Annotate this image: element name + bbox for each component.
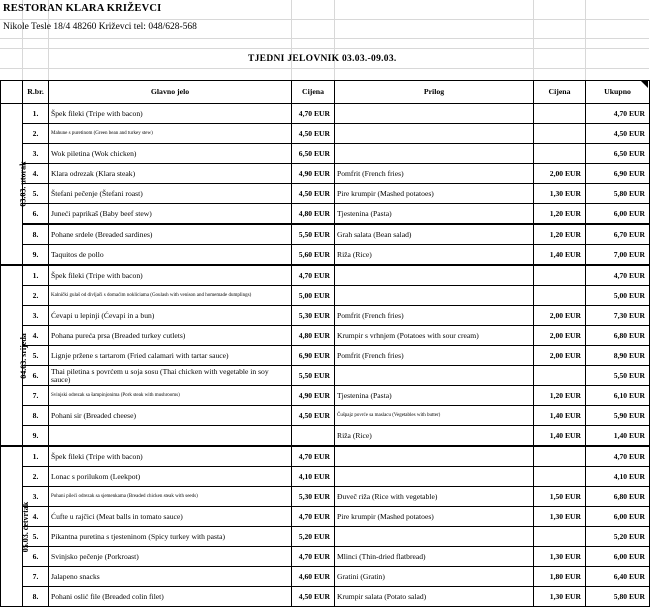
row-number: 9. — [23, 245, 49, 266]
table-row — [1, 144, 650, 164]
menu-body — [1, 104, 650, 607]
side-dish — [335, 265, 534, 286]
row-number: 5. — [23, 346, 49, 366]
main-price: 5,30 EUR — [292, 487, 335, 507]
column-header-rbr: R.br. — [23, 81, 49, 104]
table-row — [1, 467, 650, 487]
main-price: 4,90 EUR — [292, 164, 335, 184]
row-number: 7. — [23, 567, 49, 587]
main-dish: Pohane srdele (Breaded sardines) — [49, 224, 292, 245]
main-dish: Pohana pureća prsa (Breaded turkey cutlets) — [49, 326, 292, 346]
side-price — [534, 104, 586, 124]
side-price: 2,00 EUR — [534, 346, 586, 366]
weekly-menu-table — [0, 80, 650, 607]
side-dish: Pire krumpir (Mashed potatoes) — [335, 184, 534, 204]
row-number: 3. — [23, 306, 49, 326]
row-number: 3. — [23, 487, 49, 507]
table-row — [1, 507, 650, 527]
side-dish — [335, 527, 534, 547]
table-row — [1, 306, 650, 326]
total-price: 6,00 EUR — [586, 547, 650, 567]
column-header-main-dish: Glavno jelo — [49, 81, 292, 104]
side-price — [534, 467, 586, 487]
day-label — [1, 446, 31, 607]
main-dish: Pohani sir (Breaded cheese) — [49, 406, 292, 426]
table-row — [1, 567, 650, 587]
row-number: 2. — [23, 286, 49, 306]
menu-title: TJEDNI JELOVNIK 03.03.-09.03. — [248, 54, 397, 64]
main-price: 5,50 EUR — [292, 224, 335, 245]
side-dish — [335, 446, 534, 467]
side-price — [534, 366, 586, 386]
table-row — [1, 265, 650, 286]
column-header-total: Ukupno — [586, 81, 650, 104]
side-price: 1,20 EUR — [534, 224, 586, 245]
row-number: 9. — [23, 426, 49, 447]
main-dish: Špek fileki (Tripe with bacon) — [49, 446, 292, 467]
side-price — [534, 527, 586, 547]
total-price: 6,00 EUR — [586, 204, 650, 225]
side-price: 1,40 EUR — [534, 245, 586, 266]
main-dish: Svinjsko pečenje (Porkroast) — [49, 547, 292, 567]
side-dish: Pomfrit (French fries) — [335, 346, 534, 366]
main-dish: Mahune s puretinom (Green bean and turkey stew) — [49, 124, 292, 144]
side-dish: Tjestenina (Pasta) — [335, 204, 534, 225]
row-number: 2. — [23, 124, 49, 144]
main-price: 4,50 EUR — [292, 184, 335, 204]
total-price: 6,90 EUR — [586, 164, 650, 184]
total-price: 4,70 EUR — [586, 265, 650, 286]
side-dish: Riža (Rice) — [335, 245, 534, 266]
side-dish: Mlinci (Thin-dried flatbread) — [335, 547, 534, 567]
row-number: 4. — [23, 326, 49, 346]
table-row — [1, 184, 650, 204]
table-row — [1, 124, 650, 144]
main-dish: Lignje pržene s tartarom (Fried calamari with tartar sauce) — [49, 346, 292, 366]
main-dish: Jalapeno snacks — [49, 567, 292, 587]
total-price: 5,00 EUR — [586, 286, 650, 306]
main-dish: Lonac s porilukom (Leekpot) — [49, 467, 292, 487]
day-label — [1, 104, 28, 266]
main-price: 4,80 EUR — [292, 204, 335, 225]
restaurant-address: Nikole Tesle 18/4 48260 Križevci tel: 048/628-568 — [3, 22, 197, 32]
main-price: 4,50 EUR — [292, 406, 335, 426]
side-price: 2,00 EUR — [534, 164, 586, 184]
main-price: 4,50 EUR — [292, 587, 335, 607]
side-price: 1,40 EUR — [534, 426, 586, 447]
main-price: 5,60 EUR — [292, 245, 335, 266]
side-dish: Krumpir salata (Potato salad) — [335, 587, 534, 607]
total-price: 7,30 EUR — [586, 306, 650, 326]
column-header-side-dish: Prilog — [335, 81, 534, 104]
main-price: 4,60 EUR — [292, 567, 335, 587]
main-price: 4,80 EUR — [292, 326, 335, 346]
side-dish: Tjestenina (Pasta) — [335, 386, 534, 406]
total-price: 6,40 EUR — [586, 567, 650, 587]
side-price — [534, 286, 586, 306]
side-dish: Grah salata (Bean salad) — [335, 224, 534, 245]
main-price: 5,30 EUR — [292, 306, 335, 326]
total-price: 4,70 EUR — [586, 446, 650, 467]
main-dish: Pohani oslić file (Breaded colin filet) — [49, 587, 292, 607]
day-label-text: 05.03. četvrtak — [21, 501, 31, 552]
main-dish: Ćevapi u lepinji (Ćevapi in a bun) — [49, 306, 292, 326]
main-dish: Klara odrezak (Klara steak) — [49, 164, 292, 184]
row-number: 5. — [23, 184, 49, 204]
side-dish: Krumpir s vrhnjem (Potatoes with sour cream) — [335, 326, 534, 346]
total-price: 5,90 EUR — [586, 406, 650, 426]
main-dish: Štefani pečenje (Štefani roast) — [49, 184, 292, 204]
total-price: 6,70 EUR — [586, 224, 650, 245]
main-price — [292, 426, 335, 447]
row-number: 8. — [23, 587, 49, 607]
restaurant-name: RESTORAN KLARA KRIŽEVCI — [3, 3, 162, 14]
corner-marker — [641, 81, 648, 88]
side-price: 1,30 EUR — [534, 507, 586, 527]
table-header-row — [1, 81, 650, 104]
table-row — [1, 386, 650, 406]
table-row — [1, 104, 650, 124]
table-row — [1, 346, 650, 366]
main-dish: Pohani pileći odrezak sa sjemenkama (Breaded chicken steak with seeds) — [49, 487, 292, 507]
main-price: 5,20 EUR — [292, 527, 335, 547]
day-label-text: 03.03. utorak — [18, 161, 28, 207]
total-price: 5,80 EUR — [586, 184, 650, 204]
main-dish: Špek fileki (Tripe with bacon) — [49, 265, 292, 286]
side-dish: Čušpajz povrće sa maslacu (Vegetables with butter) — [335, 406, 534, 426]
main-dish: Thai piletina s povrćem u soja sosu (Thai chicken with vegetable in soy sauce) — [49, 366, 292, 386]
side-dish — [335, 286, 534, 306]
side-dish — [335, 144, 534, 164]
row-number: 4. — [23, 507, 49, 527]
side-price — [534, 124, 586, 144]
table-row — [1, 547, 650, 567]
total-price: 6,50 EUR — [586, 144, 650, 164]
main-price: 4,70 EUR — [292, 265, 335, 286]
total-price: 5,80 EUR — [586, 587, 650, 607]
main-price: 4,70 EUR — [292, 507, 335, 527]
side-dish: Gratini (Gratin) — [335, 567, 534, 587]
main-price: 4,50 EUR — [292, 124, 335, 144]
side-price: 1,30 EUR — [534, 184, 586, 204]
main-price: 6,50 EUR — [292, 144, 335, 164]
main-price: 4,10 EUR — [292, 467, 335, 487]
main-price: 5,50 EUR — [292, 366, 335, 386]
total-price: 7,00 EUR — [586, 245, 650, 266]
row-number: 5. — [23, 527, 49, 547]
side-dish — [335, 467, 534, 487]
main-dish: Pikantna puretina s tjesteninom (Spicy turkey with pasta) — [49, 527, 292, 547]
total-price: 6,10 EUR — [586, 386, 650, 406]
total-price: 4,10 EUR — [586, 467, 650, 487]
row-number: 8. — [23, 224, 49, 245]
main-dish: Ćufte u rajčici (Meat balls in tomato sauce) — [49, 507, 292, 527]
main-dish: Svinjski odrezak sa šampinjonima (Pork steak with mushrooms) — [49, 386, 292, 406]
main-dish: Taquitos de pollo — [49, 245, 292, 266]
row-number: 3. — [23, 144, 49, 164]
row-number: 6. — [23, 547, 49, 567]
row-number: 1. — [23, 265, 49, 286]
side-price: 1,80 EUR — [534, 567, 586, 587]
table-row — [1, 326, 650, 346]
main-dish — [49, 426, 292, 447]
main-price: 5,00 EUR — [292, 286, 335, 306]
side-dish — [335, 104, 534, 124]
total-price: 5,20 EUR — [586, 527, 650, 547]
side-dish: Pire krumpir (Mashed potatoes) — [335, 507, 534, 527]
row-number: 1. — [23, 104, 49, 124]
column-header-price: Cijena — [292, 81, 335, 104]
table-row — [1, 245, 650, 266]
table-row — [1, 587, 650, 607]
side-price — [534, 144, 586, 164]
main-price: 4,70 EUR — [292, 547, 335, 567]
row-number: 2. — [23, 467, 49, 487]
row-number: 8. — [23, 406, 49, 426]
side-price: 1,30 EUR — [534, 587, 586, 607]
total-price: 4,50 EUR — [586, 124, 650, 144]
row-number: 1. — [23, 446, 49, 467]
side-dish — [335, 124, 534, 144]
day-label — [1, 265, 28, 446]
main-dish: Špek fileki (Tripe with bacon) — [49, 104, 292, 124]
side-price — [534, 446, 586, 467]
table-row — [1, 204, 650, 225]
side-dish: Pomfrit (French fries) — [335, 164, 534, 184]
total-price: 5,50 EUR — [586, 366, 650, 386]
table-row — [1, 224, 650, 245]
main-dish: Kalnički gulaš od divljači s domaćim nokliciama (Goulash with venison and homemade dumplings) — [49, 286, 292, 306]
side-price: 1,20 EUR — [534, 204, 586, 225]
row-number: 7. — [23, 386, 49, 406]
side-price: 1,50 EUR — [534, 487, 586, 507]
table-row — [1, 487, 650, 507]
column-header-side-price: Cijena — [534, 81, 586, 104]
table-row — [1, 286, 650, 306]
total-price: 1,40 EUR — [586, 426, 650, 447]
side-dish — [335, 366, 534, 386]
table-row — [1, 527, 650, 547]
side-dish: Đuveč riža (Rice with vegetable) — [335, 487, 534, 507]
row-number: 4. — [23, 164, 49, 184]
main-price: 6,90 EUR — [292, 346, 335, 366]
side-dish: Pomfrit (French fries) — [335, 306, 534, 326]
side-price — [534, 265, 586, 286]
table-row — [1, 446, 650, 467]
table-row — [1, 164, 650, 184]
side-price: 1,30 EUR — [534, 547, 586, 567]
table-row — [1, 406, 650, 426]
total-price: 6,80 EUR — [586, 487, 650, 507]
main-price: 4,90 EUR — [292, 386, 335, 406]
side-price: 2,00 EUR — [534, 326, 586, 346]
main-dish: Wok piletina (Wok chicken) — [49, 144, 292, 164]
table-row — [1, 366, 650, 386]
day-column-header — [1, 81, 23, 104]
side-dish: Riža (Rice) — [335, 426, 534, 447]
side-price: 2,00 EUR — [534, 306, 586, 326]
total-price: 6,00 EUR — [586, 507, 650, 527]
total-price: 6,80 EUR — [586, 326, 650, 346]
side-price: 1,40 EUR — [534, 406, 586, 426]
day-label-text: 04.03. srijeda — [18, 332, 28, 379]
row-number: 6. — [23, 366, 49, 386]
main-dish: Juneći paprikaš (Baby beef stew) — [49, 204, 292, 225]
row-number: 6. — [23, 204, 49, 225]
table-row — [1, 426, 650, 447]
side-price: 1,20 EUR — [534, 386, 586, 406]
main-price: 4,70 EUR — [292, 104, 335, 124]
total-price: 4,70 EUR — [586, 104, 650, 124]
total-price: 8,90 EUR — [586, 346, 650, 366]
main-price: 4,70 EUR — [292, 446, 335, 467]
